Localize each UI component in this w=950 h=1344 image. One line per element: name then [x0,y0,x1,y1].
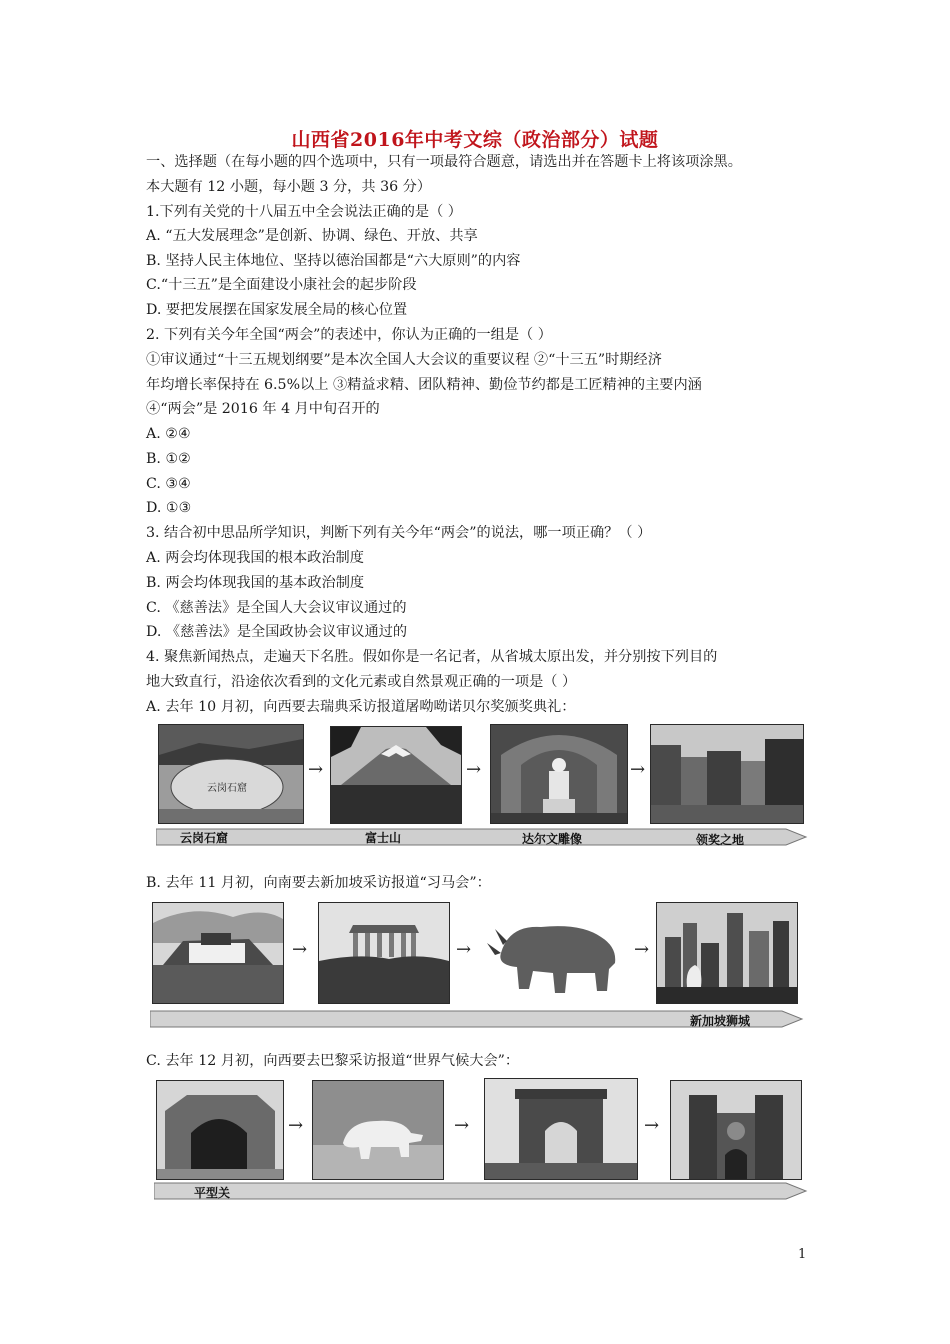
q3-option-c: C. 《慈善法》是全国人大会议审议通过的 [146,600,407,616]
q1-stem: 1.下列有关党的十八届五中全会说法正确的是（ ） [146,204,462,220]
q3-stem: 3. 结合初中思品所学知识，判断下列有关今年“两会”的说法，哪一项正确？（ ） [146,525,652,541]
strip-c-caption-bar [154,1180,808,1202]
singapore-merlion-photo [656,902,798,1004]
strip-c-arrow-1: → [288,1115,304,1136]
strip-b-arrow-1: → [292,939,308,960]
q1-option-c: C.“十三五”是全面建设小康社会的起步阶段 [146,277,417,293]
strip-b-arrow-2: → [456,939,472,960]
q3-option-d: D. 《慈善法》是全国政协会议审议通过的 [146,624,408,640]
mount-fuji-photo [330,726,462,824]
q4-stem-line-1: 4. 聚焦新闻热点，走遍天下名胜。假如你是一名记者，从省城太原出发，并分别按下列目的 [146,649,718,665]
rhinoceros-photo [480,902,628,1004]
section-intro-line-2: 本大题有 12 小题，每小题 3 分，共 36 分） [146,179,432,195]
strip-c-label-pingxingguan: 平型关 [194,1186,231,1200]
q4-image-strip-a [150,722,808,850]
q3-option-a: A. 两会均体现我国的根本政治制度 [146,550,364,566]
notre-dame-photo [670,1080,802,1180]
q4-option-c: C. 去年 12 月初，向西要去巴黎采访报道“世界气候大会”： [146,1053,520,1069]
q2-option-b: B. ①② [146,451,191,467]
potala-palace-photo [152,902,284,1004]
polar-bear-photo [312,1080,444,1180]
rock-inscription: 云岗石窟 [207,783,247,794]
parthenon-photo [318,902,450,1004]
darwin-statue-photo [490,724,628,824]
strip-c-arrow-2: → [454,1115,470,1136]
q3-option-b: B. 两会均体现我国的基本政治制度 [146,575,365,591]
q4-stem-line-2: 地大致直行，沿途依次看到的文化元素或自然景观正确的一项是（ ） [146,674,577,690]
q2-option-d: D. ①③ [146,500,192,516]
q2-stem: 2. 下列有关今年全国“两会”的表述中，你认为正确的一组是（ ） [146,327,552,343]
q4-option-b: B. 去年 11 月初，向南要去新加坡采访报道“习马会”： [146,875,491,891]
page-title: 山西省2016年中考文综（政治部分）试题 [291,129,659,151]
q2-body-line-1: ①审议通过“十三五规划纲要”是本次全国人大会议的重要议程 ②“十三五”时期经济 [146,352,662,368]
q2-option-a: A. ②④ [146,426,191,442]
q4-option-a: A. 去年 10 月初，向西要去瑞典采访报道屠呦呦诺贝尔奖颁奖典礼： [146,699,576,715]
strip-b-label-singapore: 新加坡狮城 [690,1014,751,1028]
q4-image-strip-b [150,898,808,1030]
q4-image-strip-c [150,1076,808,1204]
strip-a-label-darwin: 达尔文雕像 [522,832,583,846]
strip-b-arrow-3: → [634,939,650,960]
strip-a-label-yungang: 云岗石窟 [180,831,229,845]
page-number: 1 [798,1247,807,1262]
strip-c-arrow-3: → [644,1115,660,1136]
strip-a-arrow-3: → [630,759,646,780]
q2-body-line-3: ④“两会”是 2016 年 4 月中旬召开的 [146,401,380,417]
q2-body-line-2: 年均增长率保持在 6.5%以上 ③精益求精、团队精神、勤俭节约都是工匠精神的主要内涵 [146,377,702,393]
award-venue-photo [650,724,804,824]
arc-de-triomphe-photo [484,1078,638,1180]
yungang-grottoes-photo [158,724,304,824]
q1-option-d: D. 要把发展摆在国家发展全局的核心位置 [146,302,408,318]
strip-a-label-fuji: 富士山 [365,831,402,845]
strip-a-arrow-1: → [308,759,324,780]
q1-option-b: B. 坚持人民主体地位、坚持以德治国都是“六大原则”的内容 [146,253,521,269]
strip-a-arrow-2: → [466,759,482,780]
q2-option-c: C. ③④ [146,476,191,492]
pingxingguan-photo [156,1080,284,1180]
strip-a-label-award: 领奖之地 [696,833,745,847]
q1-option-a: A. “五大发展理念”是创新、协调、绿色、开放、共享 [146,228,478,244]
section-intro-line-1: 一、选择题（在每小题的四个选项中，只有一项最符合题意，请选出并在答题卡上将该项涂黑。 [146,154,742,170]
